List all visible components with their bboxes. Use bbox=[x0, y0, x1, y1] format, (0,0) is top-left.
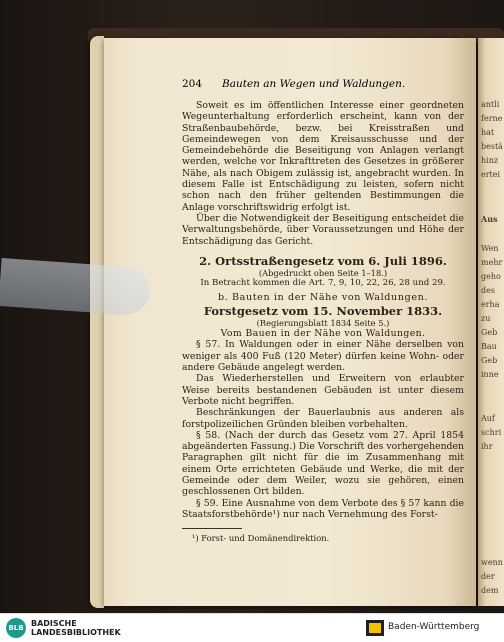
law-subtitle: (Abgedruckt oben Seite 1–18.) bbox=[258, 267, 388, 278]
next-page-fragment: ferne bbox=[481, 114, 503, 123]
page-header bbox=[182, 78, 464, 94]
next-page-fragment: inne bbox=[481, 370, 499, 379]
next-page-fragment: dem bbox=[481, 586, 499, 595]
blb-line1: BADISCHE bbox=[31, 619, 77, 628]
next-page-fragment: geho bbox=[481, 272, 501, 281]
next-page-fragment: hat bbox=[481, 128, 495, 137]
next-page-fragment: zu bbox=[481, 314, 491, 323]
next-page-fragment: antli bbox=[481, 100, 500, 109]
paragraph: § 59. Eine Ausnahme von dem Verbote des § 57 kann die Staatsforstbehörde¹) nur nach Vernehmung des Forst- bbox=[182, 497, 464, 520]
bw-name[interactable]: Baden-Württemberg bbox=[388, 622, 480, 632]
page-number: 204 bbox=[182, 78, 203, 90]
next-page-fragment: Aus bbox=[481, 214, 498, 224]
page-body bbox=[182, 100, 464, 543]
blb-line2: LANDESBIBLIOTHEK bbox=[31, 628, 121, 637]
paragraph: Das Wiederherstellen und Erweitern von erlaubter Weise bereits bestandenen Gebäuden ist unter diesem Verbote nicht begriffen. bbox=[182, 373, 464, 407]
law-subtitle: (Regierungsblatt 1834 Seite 5.) bbox=[256, 318, 390, 329]
blb-name[interactable] bbox=[31, 619, 121, 637]
law-title: 2. Ortsstraßengesetz vom 6. Juli 1896. bbox=[199, 253, 447, 268]
paragraph: Soweit es im öffentlichen Interesse einer geordneten Wegeunterhaltung erforderlich erscheint, kann von der Straßenbaubehörde, bezw. bei Kreisstraßen und Gemeindewegen von dem Kreisausschusse und der Gemeindebehörde die Beseitigung von Anlagen verlangt werden, welche vor Inkrafttreten des Gesetzes in größerer Nähe, als nach Obigem zulässig ist, angebracht wurden. In diesem Falle ist Entschädigung zu leisten, sofern nicht schon nach den früher geltenden Bestimmungen die Anlage vorschriftswidrig erfolgt ist. bbox=[182, 100, 464, 213]
blb-logo-icon[interactable]: BLB bbox=[6, 618, 26, 638]
chapter-heading: Vom Bauen in der Nähe von Waldungen. bbox=[220, 328, 426, 340]
running-title: Bauten an Wegen und Waldungen. bbox=[222, 78, 406, 90]
section-heading: b. Bauten in der Nähe von Waldungen. bbox=[217, 291, 429, 303]
bookmark-strip bbox=[0, 258, 151, 316]
next-page-fragment: Geb bbox=[481, 328, 498, 337]
paragraph: § 58. (Nach der durch das Gesetz vom 27. April 1854 abgeänderten Fassung.) Die Vorschrift des vorhergehenden Paragraphen gilt nicht für die im Zusammenhang mit einem Orte errichteten Gebäude und Werke, die mit der Gemeinde oder dem Weiler, wozu sie gehören, einen geschlossenen Ort bilden. bbox=[182, 429, 465, 498]
footnote: ¹) Forst- und Domänendirektion. bbox=[192, 533, 330, 544]
footer-bar bbox=[0, 613, 504, 642]
next-page-fragment: wenn bbox=[481, 558, 503, 567]
next-page-fragment: ihr bbox=[481, 442, 493, 451]
next-page-fragment: Bau bbox=[481, 342, 497, 351]
law-reference: In Betracht kommen die Art. 7, 9, 10, 22, 26, 28 und 29. bbox=[200, 277, 446, 288]
next-page-fragment: mehr bbox=[481, 258, 503, 267]
next-page-fragment: Auf bbox=[481, 414, 495, 423]
footnote-rule bbox=[182, 528, 242, 529]
next-page-fragment: schri bbox=[481, 428, 502, 437]
next-page-fragment: des bbox=[481, 286, 495, 295]
paragraph: Beschränkungen der Bauerlaubnis aus anderen als forstpolizeilichen Gründen bleiben vorbehalten. bbox=[182, 407, 464, 430]
next-page-fragment: hinz bbox=[481, 156, 499, 165]
paragraph: Über die Notwendigkeit der Beseitigung entscheidet die Verwaltungsbehörde, über Voraussetzungen und Höhe der Entschädigung das Gericht. bbox=[182, 212, 464, 247]
paragraph: § 57. In Waldungen oder in einer Nähe derselben von weniger als 400 Fuß (120 Meter) dürfen keine Wohn- oder andere Gebäude angelegt werden. bbox=[182, 339, 464, 374]
next-page-fragment: Wen bbox=[481, 244, 499, 253]
law-title: Forstgesetz vom 15. November 1833. bbox=[203, 304, 443, 319]
page-edges bbox=[90, 36, 104, 608]
next-page-fragment: bestä bbox=[481, 142, 503, 151]
next-page-edge bbox=[478, 38, 504, 606]
next-page-fragment: der bbox=[481, 572, 495, 581]
next-page-fragment: Geb bbox=[481, 356, 498, 365]
next-page-fragment: erha bbox=[481, 300, 500, 309]
bw-lion-logo-icon[interactable] bbox=[366, 620, 384, 636]
next-page-fragment: ertei bbox=[481, 170, 501, 179]
